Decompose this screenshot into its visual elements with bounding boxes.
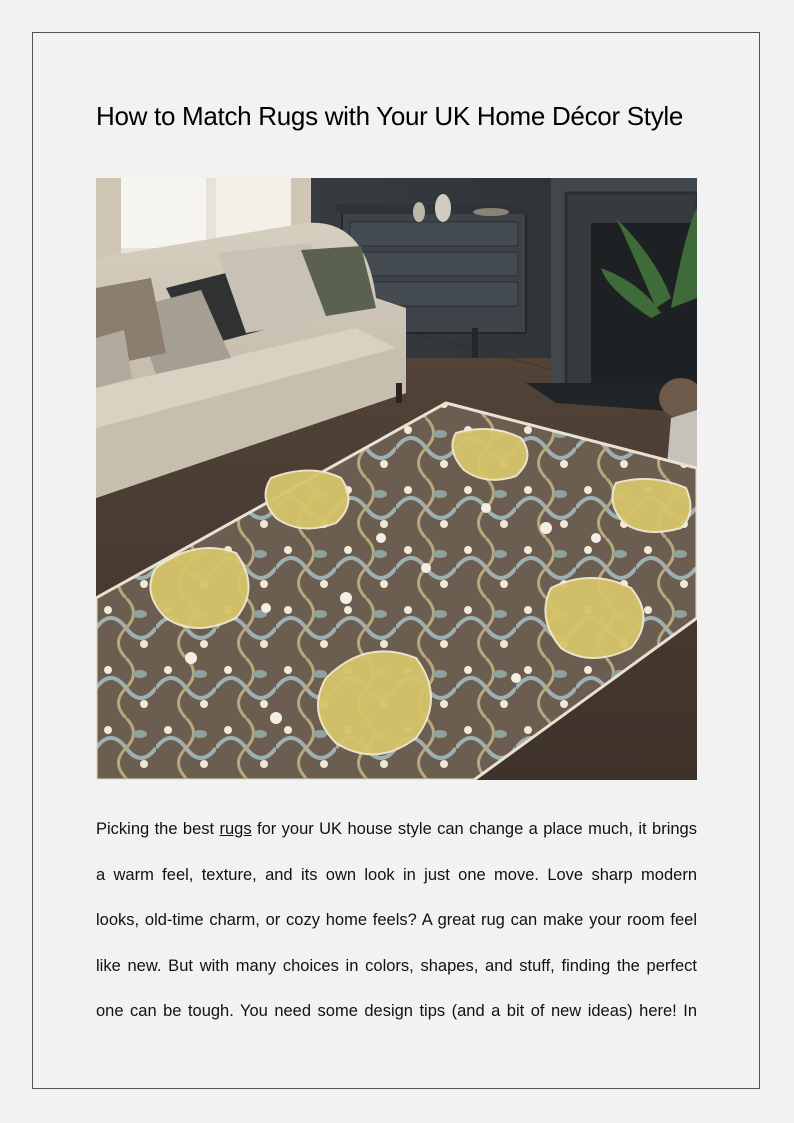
paragraph-line: like new. But with many choices in colors, shapes, and stuff, finding the perfect bbox=[96, 956, 697, 975]
paragraph-line: looks, old-time charm, or cozy home feels? A great rug can make your room feel bbox=[96, 911, 697, 929]
hero-image bbox=[96, 178, 697, 780]
body-paragraph bbox=[96, 807, 697, 1035]
text-run: Picking the best bbox=[96, 820, 220, 838]
paragraph-line bbox=[96, 807, 697, 853]
rugs-link[interactable]: rugs bbox=[219, 820, 252, 838]
paragraph-line: a warm feel, texture, and its own look in just one move. Love sharp modern bbox=[96, 865, 697, 884]
text-run: for your UK house style can change a place much, it brings bbox=[251, 820, 697, 838]
paragraph-line: one can be tough. You need some design tips (and a bit of new ideas) here! In bbox=[96, 1002, 697, 1020]
page-title: How to Match Rugs with Your UK Home Décor Style bbox=[96, 101, 684, 131]
